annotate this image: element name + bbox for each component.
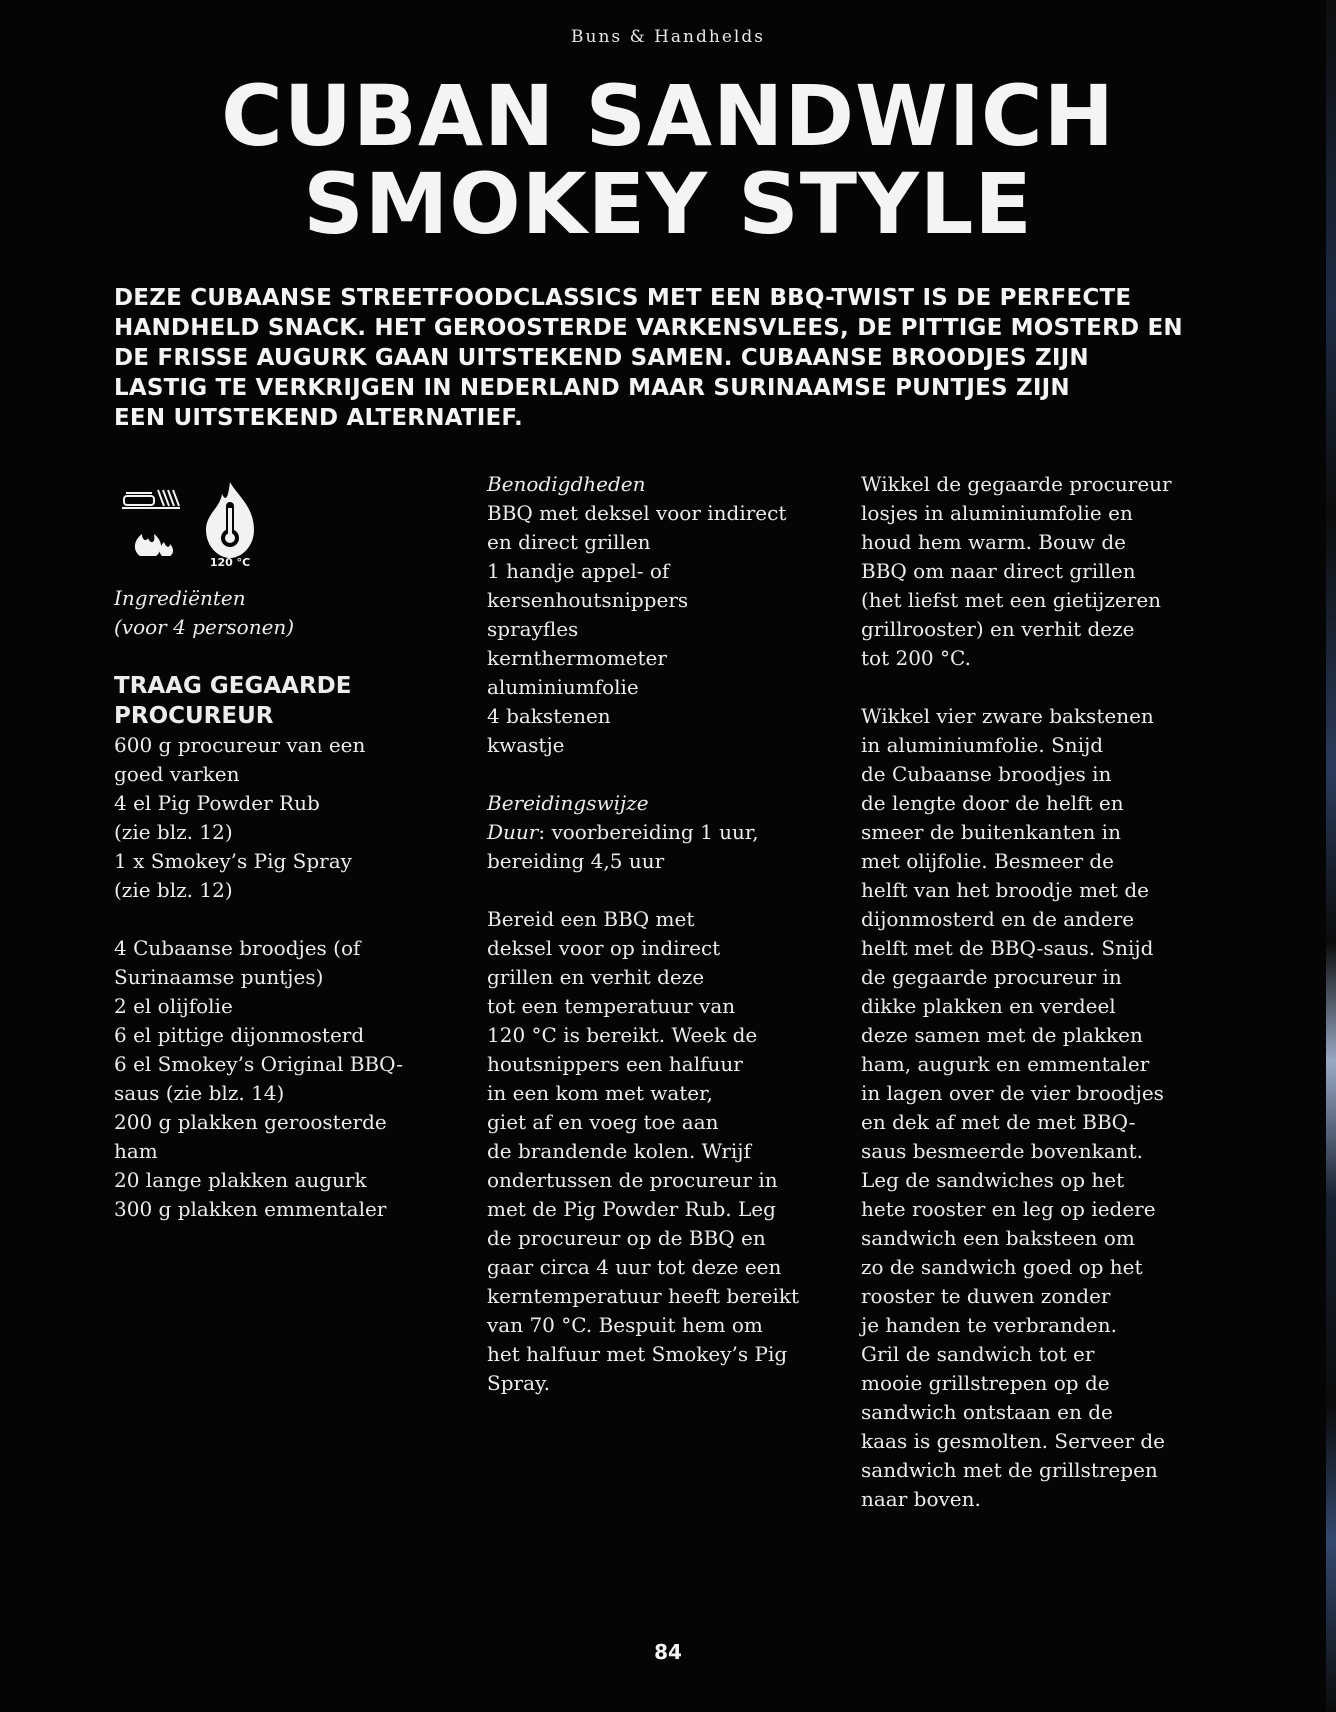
ingredient-line: 300 g plakken emmentaler [114,1197,387,1221]
method-line: Bereid een BBQ met [487,907,695,931]
cooking-method-icons [118,478,278,568]
method-line: helft met de BBQ-saus. Snijd [861,936,1154,960]
intro-line: DE FRISSE AUGURK GAAN UITSTEKEND SAMEN. CUBAANSE BROODJES ZIJN [114,345,1089,371]
method-line: de lengte door de helft en [861,791,1124,815]
page-edge-strip [1326,0,1336,1712]
equipment-line: kersenhoutsnippers [487,588,689,612]
method-line: Gril de sandwich tot er [861,1342,1095,1366]
method-line: ham, augurk en emmentaler [861,1052,1150,1076]
equipment-line: en direct grillen [487,530,651,554]
intro-line: LASTIG TE VERKRIJGEN IN NEDERLAND MAAR SURINAAMSE PUNTJES ZIJN [114,375,1070,401]
method-line: (het liefst met een gietijzeren [861,588,1162,612]
method-line: giet af en voeg toe aan [487,1110,719,1134]
intro-line: HANDHELD SNACK. HET GEROOSTERDE VARKENSVLEES, DE PITTIGE MOSTERD EN [114,315,1183,341]
method-line: sandwich een baksteen om [861,1226,1135,1250]
recipe-title [0,67,1336,253]
method-line: in aluminiumfolie. Snijd [861,733,1104,757]
method-heading: Bereidingswijze [487,791,649,815]
method-line: gaar circa 4 uur tot deze een [487,1255,782,1279]
method-line: van 70 °C. Bespuit hem om [487,1313,763,1337]
ingredient-line: 600 g procureur van een [114,733,366,757]
grill-indirect-direct-icon [118,478,278,568]
equipment-method-column [487,470,847,1398]
ingredient-line: goed varken [114,762,240,786]
method-line: tot 200 °C. [861,646,971,670]
equipment-line: 1 handje appel- of [487,559,670,583]
title-line-2: SMOKEY STYLE [303,155,1033,253]
ingredient-line: (zie blz. 12) [114,878,233,902]
ingredient-line: 6 el Smokey’s Original BBQ- [114,1052,404,1076]
method-line: de brandende kolen. Wrijf [487,1139,751,1163]
method-line: Wikkel vier zware bakstenen [861,704,1154,728]
method-line: BBQ om naar direct grillen [861,559,1136,583]
method-line: de Cubaanse broodjes in [861,762,1112,786]
method-line: Spray. [487,1371,550,1395]
equipment-heading: Benodigdheden [487,472,646,496]
intro-line: DEZE CUBAANSE STREETFOODCLASSICS MET EEN BBQ-TWIST IS DE PERFECTE [114,285,1132,311]
duration-line [487,818,847,847]
method-line: hete rooster en leg op iedere [861,1197,1156,1221]
method-line: met de Pig Powder Rub. Leg [487,1197,776,1221]
method-line: je handen te verbranden. [861,1313,1117,1337]
method-line: rooster te duwen zonder [861,1284,1111,1308]
method-line: met olijfolie. Besmeer de [861,849,1115,873]
method-line: 120 °C is bereikt. Week de [487,1023,758,1047]
method-line: losjes in aluminiumfolie en [861,501,1133,525]
ingredient-line: 1 x Smokey’s Pig Spray [114,849,352,873]
equipment-line: aluminiumfolie [487,675,639,699]
method-line: dijonmosterd en de andere [861,907,1135,931]
method-line: de procureur op de BBQ en [487,1226,766,1250]
ingredients-column [114,584,454,1224]
temperature-label: 120 °C [209,556,251,568]
method-line: grillrooster) en verhit deze [861,617,1135,641]
method-line: sandwich met de grillstrepen [861,1458,1158,1482]
method-line: houtsnippers een halfuur [487,1052,743,1076]
method-line: mooie grillstrepen op de [861,1371,1110,1395]
title-line-1: CUBAN SANDWICH [221,67,1115,165]
method-line: deze samen met de plakken [861,1023,1143,1047]
equipment-line: BBQ met deksel voor indirect [487,501,787,525]
method-line: de gegaarde procureur in [861,965,1122,989]
ingredients-subhead: TRAAG GEGAARDE [114,673,352,699]
ingredients-heading: Ingrediënten [114,586,246,610]
section-label: Buns & Handhelds [571,27,765,47]
method-line: het halfuur met Smokey’s Pig [487,1342,788,1366]
equipment-line: sprayfles [487,617,579,641]
method-line: sandwich ontstaan en de [861,1400,1113,1424]
ingredient-line: 200 g plakken geroosterde [114,1110,387,1134]
equipment-line: 4 bakstenen [487,704,611,728]
ingredient-line: saus (zie blz. 14) [114,1081,285,1105]
method-line: Wikkel de gegaarde procureur [861,472,1172,496]
method-line: saus besmeerde bovenkant. [861,1139,1143,1163]
ingredient-line [114,905,454,934]
method-continued-column [861,470,1221,1514]
equipment-line: kwastje [487,733,565,757]
ingredient-line: 20 lange plakken augurk [114,1168,367,1192]
duration-label: Duur [487,820,539,844]
method-line: kaas is gesmolten. Serveer de [861,1429,1166,1453]
duration-text: : voorbereiding 1 uur, [538,820,759,844]
method-line: houd hem warm. Bouw de [861,530,1127,554]
method-line: naar boven. [861,1487,981,1511]
method-line: helft van het broodje met de [861,878,1149,902]
method-line: in lagen over de vier broodjes [861,1081,1164,1105]
ingredient-line: 2 el olijfolie [114,994,233,1018]
method-line: kerntemperatuur heeft bereikt [487,1284,800,1308]
method-line: Leg de sandwiches op het [861,1168,1125,1192]
method-line: tot een temperatuur van [487,994,736,1018]
page-number: 84 [654,1640,682,1664]
method-line: en dek af met de met BBQ- [861,1110,1136,1134]
ingredient-line: ham [114,1139,158,1163]
ingredient-line: 6 el pittige dijonmosterd [114,1023,365,1047]
method-line: in een kom met water, [487,1081,713,1105]
intro-line: EEN UITSTEKEND ALTERNATIEF. [114,405,523,431]
method-line: ondertussen de procureur in [487,1168,778,1192]
method-line: zo de sandwich goed op het [861,1255,1143,1279]
method-line: smeer de buitenkanten in [861,820,1121,844]
thermometer-flame-icon [206,482,254,558]
ingredient-line: (zie blz. 12) [114,820,233,844]
ingredients-servings: (voor 4 personen) [114,615,295,639]
ingredient-line: 4 Cubaanse broodjes (of [114,936,361,960]
method-line: deksel voor op indirect [487,936,721,960]
equipment-line: kernthermometer [487,646,667,670]
method-line: grillen en verhit deze [487,965,705,989]
intro-paragraph [114,283,1204,433]
ingredient-line: 4 el Pig Powder Rub [114,791,320,815]
method-line: dikke plakken en verdeel [861,994,1116,1018]
ingredients-subhead: PROCUREUR [114,703,274,729]
ingredient-line: Surinaamse puntjes) [114,965,324,989]
duration-line-2: bereiding 4,5 uur [487,849,665,873]
